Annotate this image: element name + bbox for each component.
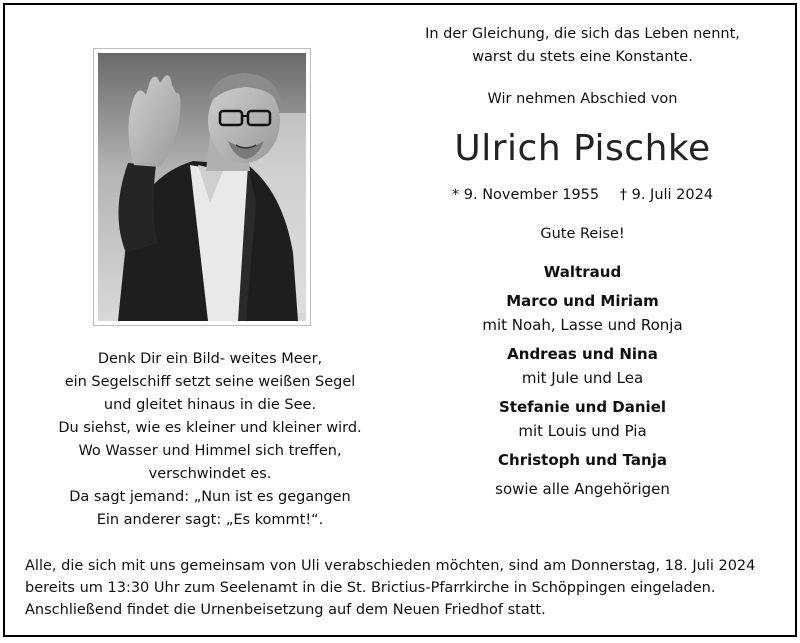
portrait-photo-frame <box>93 48 311 326</box>
death-date: † 9. Juli 2024 <box>619 187 714 203</box>
mourner-children: mit Noah, Lasse und Ronja <box>482 316 683 334</box>
poem-line: Ein anderer sagt: „Es kommt!“. <box>96 512 324 528</box>
quote-line: In der Gleichung, die sich das Leben nennt, <box>425 26 740 42</box>
mourner-children: mit Jule und Lea <box>521 369 644 387</box>
mourner-children: mit Louis und Pia <box>518 422 647 440</box>
poem-line: Denk Dir ein Bild- weites Meer, <box>97 351 323 367</box>
farewell-text: Wir nehmen Abschied von <box>487 91 678 107</box>
mourner-name: Christoph und Tanja <box>498 451 667 469</box>
other-relatives: sowie alle Angehörigen <box>495 480 670 498</box>
notice-line: Anschließend findet die Urnenbeisetzung auf dem Neuen Friedhof statt. <box>25 602 546 618</box>
mourner-name: Marco und Miriam <box>506 292 659 310</box>
ceremony-notice <box>25 555 778 621</box>
obituary-notice <box>3 3 797 637</box>
notice-line: Alle, die sich mit uns gemeinsam von Uli verabschieden möchten, sind am Donnerstag, 18. Juli 2024 <box>25 558 756 574</box>
birth-date: * 9. November 1955 <box>451 187 600 203</box>
notice-line: bereits um 13:30 Uhr zum Seelenamt in die St. Brictius-Pfarrkirche in Schöppingen eingeladen. <box>25 580 716 596</box>
mourner-name: Waltraud <box>543 263 622 281</box>
mourner-name: Andreas und Nina <box>507 345 658 363</box>
deceased-name: Ulrich Pischke <box>454 128 711 169</box>
announcement-column <box>395 23 770 501</box>
quote <box>395 23 770 69</box>
mourner-name: Stefanie und Daniel <box>498 398 667 416</box>
poem-line: ein Segelschiff setzt seine weißen Segel <box>64 374 356 390</box>
quote-line: warst du stets eine Konstante. <box>472 49 693 65</box>
poem-line: Da sagt jemand: „Nun ist es gegangen <box>69 489 351 505</box>
life-dates <box>395 185 770 205</box>
poem-line: Wo Wasser und Himmel sich treffen, <box>78 443 342 459</box>
poem-line: Du siehst, wie es kleiner und kleiner wird. <box>58 420 362 436</box>
farewell-wish: Gute Reise! <box>540 226 625 242</box>
portrait-photo <box>98 53 306 321</box>
poem-line: verschwindet es. <box>148 466 272 482</box>
poem-line: und gleitet hinaus in die See. <box>103 397 317 413</box>
poem <box>25 348 395 532</box>
family-list <box>395 260 770 501</box>
